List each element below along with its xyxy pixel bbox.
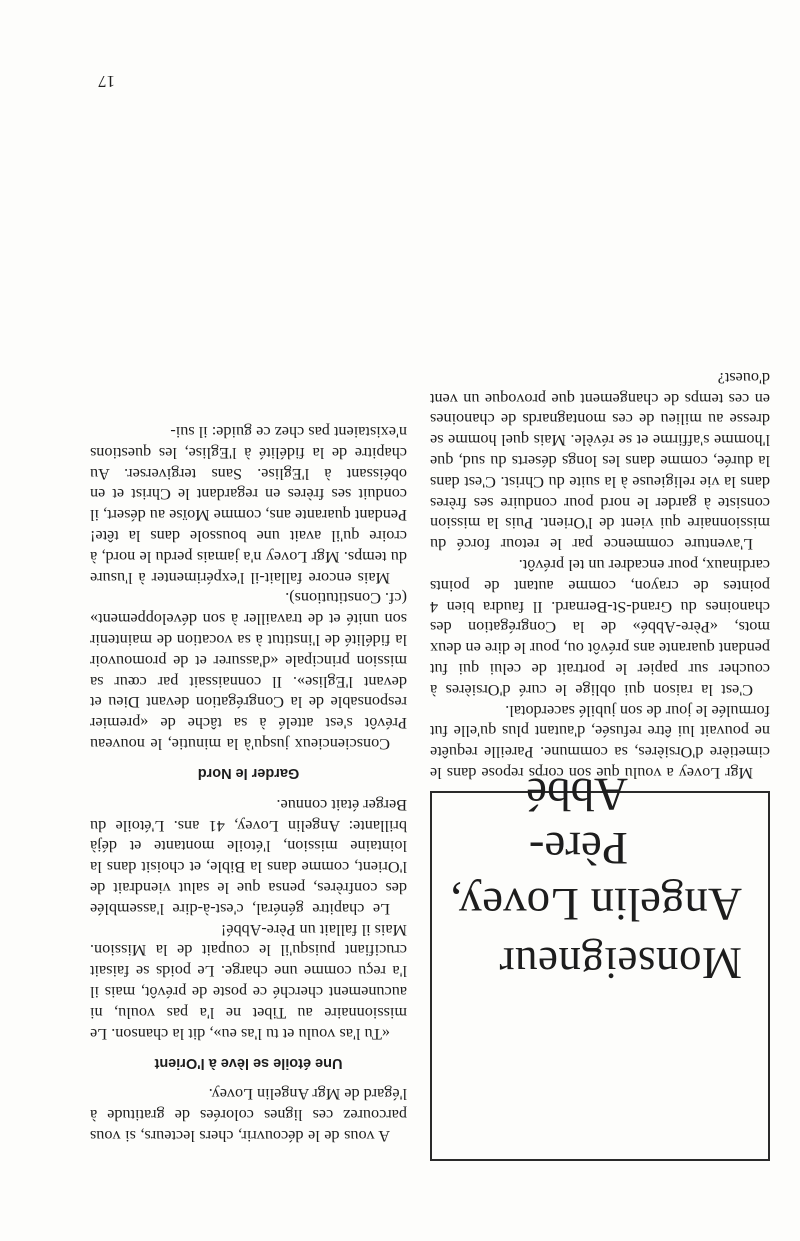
page-number: 17 (98, 72, 115, 91)
paragraph: Consciencieux jusqu'à la minutie, le nouveau Prévôt s'est attelé à sa tâche de «premier responsable de la Congrégation devant Dieu et devant l'Eglise». Il connaissait par cœur sa mission principale «d'assurer et de promouvoir la fidélité de l'institut à sa vocation de maintenir son unité et de travailler à son développement» (cf. Constitutions). (90, 589, 407, 754)
right-column (90, 421, 407, 1146)
section-heading-etoile: Une étoile se lève à l'Orient (154, 1054, 343, 1071)
paragraph: L'aventure commence par le retour forcé du missionnaire qui vient de l'Orient. Puis la mission consiste à garder le nord pour conduire ses frères dans la vie religieuse à la suite du Christ. C'est dans la durée, comme dans les longs déserts du sud, que l'homme s'affirme et se révèle. Mais quel homme se dresse au milieu de ces montagnards de chanoines en ces temps de changement que provoque un vent d'ouest? (430, 368, 770, 554)
title-line-pere-abbe: Père-Abbé (526, 768, 628, 874)
intro-paragraph: A vous de le découvrir, chers lecteurs, si vous parcourez ces lignes colorées de gratitude à l'égard de Mgr Angelin Lovey. (90, 1085, 407, 1145)
paragraph: «Tu l'as voulu et tu l'as eu», dit la chanson. Le missionnaire au Tibet ne l'a pas voulu, ni aucunement cherché ce poste de prévôt, mais il l'a reçu comme une charge. Le poids se faisait crucifiant puisqu'il le coupait de la Mission. Mais il fallait un Père-Abbé! (90, 920, 407, 1043)
left-column (430, 367, 770, 783)
section-heading-nord: Garder le Nord (197, 765, 300, 782)
title-line-name: Angelin Lovey, (450, 878, 742, 930)
paragraph: Mais encore fallait-il l'expérimenter à l'usure du temps. Mgr Lovey n'a jamais perdu le nord, à croire qu'il avait une boussole dans la tête! Pendant quarante ans, comme Moïse au désert, il conduit ses frères en regardant le Christ et en obéissant à l'Eglise. Sans tergiverser. Au chapitre de la fidélité à l'Eglise, les questions n'existaient pas chez ce guide: il sui- (90, 423, 407, 587)
paragraph: Mgr Lovey a voulu que son corps repose dans le cimetière d'Orsières, sa commune. Pareille requête ne pouvait lui être refusée, d'autant plus qu'elle fut formulée le jour de son jubilé sacerdotal. (430, 701, 770, 782)
title-line-monseigneur: Monseigneur (499, 938, 742, 988)
title-box (430, 768, 770, 1161)
paragraph: Le chapitre général, c'est-à-dire l'assemblée des confrères, pensa que le salut viendrait de l'Orient, comme dans la Bible, et choisit dans la lointaine mission, l'étoile montante et déjà brillante: Angelin Lovey, 41 ans. L'étoile du Berger était connue. (90, 795, 407, 918)
paragraph: C'est la raison qui oblige le curé d'Orsières à coucher sur papier le portrait de celui qui fut pendant quarante ans prévôt ou, pour le dire en deux mots, «Père-Abbé» de la Congrégation des chanoines du Grand-St-Bernard. Il faudra bien 4 pointes de crayon, comme autant de points cardinaux, pour encadrer un tel prévôt. (430, 556, 770, 699)
